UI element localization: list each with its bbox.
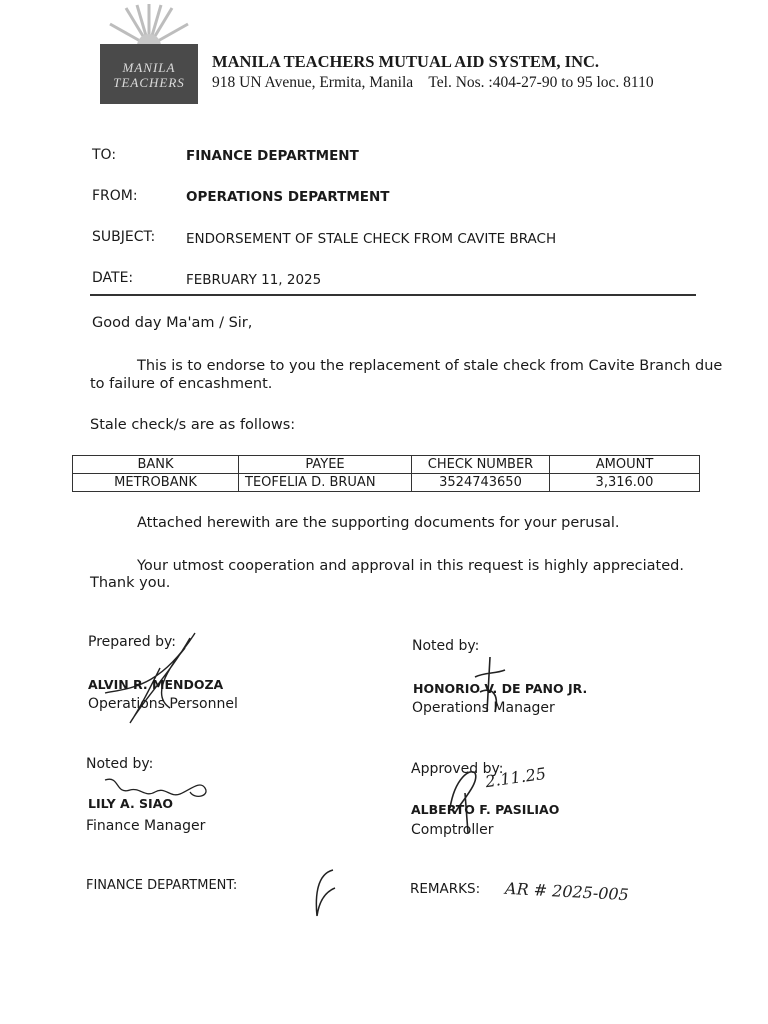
noted-by-name-finance: LILY A. SIAO [88,796,173,811]
paragraph-3-line-1: Your utmost cooperation and approval in this request is highly appreciated. [137,558,684,574]
logo-line2: TEACHERS [113,75,185,90]
from-value: OPERATIONS DEPARTMENT [186,189,390,205]
noted-by-role-finance: Finance Manager [86,818,206,834]
sun-emblem-icon [104,0,194,48]
initial-mark-finance [305,866,345,922]
column-header-check-number: CHECK NUMBER [412,456,550,474]
stale-check-table [72,455,700,492]
prepared-by-label: Prepared by: [88,634,176,650]
table-row [73,474,700,492]
subject-label: SUBJECT: [92,229,156,245]
prepared-by-name: ALVIN R. MENDOZA [88,677,224,692]
organization-name: MANILA TEACHERS MUTUAL AID SYSTEM, INC. [212,52,600,71]
paragraph-1-line-1: This is to endorse to you the replacement of stale check from Cavite Branch due [137,358,723,374]
greeting: Good day Ma'am / Sir, [92,315,253,331]
approved-by-label: Approved by: [411,761,504,777]
column-header-bank: BANK [73,456,239,474]
organization-address: 918 UN Avenue, Ermita, Manila Tel. Nos. :404-27-90 to 95 loc. 8110 [212,74,654,91]
header-divider [90,294,696,296]
cell-bank: METROBANK [73,474,239,492]
paragraph-2: Attached herewith are the supporting documents for your perusal. [137,515,620,531]
cell-amount: 3,316.00 [550,474,700,492]
date-value: FEBRUARY 11, 2025 [186,272,322,288]
paragraph-1-line-2: to failure of encashment. [90,376,273,392]
subject-value: ENDORSEMENT OF STALE CHECK FROM CAVITE BRACH [186,231,557,247]
cell-check-number: 3524743650 [412,474,550,492]
noted-by-label-ops: Noted by: [412,638,480,654]
paragraph-3-line-2: Thank you. [90,575,171,591]
noted-by-name-ops: HONORIO V. DE PANO JR. [413,681,588,696]
organization-logo [100,44,198,104]
cell-payee: TEOFELIA D. BRUAN [239,474,412,492]
approved-by-role: Comptroller [411,822,494,838]
noted-by-label-finance: Noted by: [86,756,154,772]
to-value: FINANCE DEPARTMENT [186,148,359,164]
finance-department-label: FINANCE DEPARTMENT: [86,878,238,893]
from-label: FROM: [92,188,138,204]
prepared-by-role: Operations Personnel [88,696,238,712]
table-intro: Stale check/s are as follows: [90,417,296,433]
logo-line1: MANILA [122,60,176,75]
column-header-payee: PAYEE [239,456,412,474]
approved-by-name: ALBERTO F. PASILIAO [411,802,560,817]
to-label: TO: [92,147,117,163]
date-label: DATE: [92,270,134,286]
remarks-handwritten: AR # 2025-005 [504,878,630,905]
remarks-label: REMARKS: [410,881,481,897]
table-header-row [73,456,700,474]
column-header-amount: AMOUNT [550,456,700,474]
noted-by-role-ops: Operations Manager [412,700,555,716]
approval-date-handwritten: 2.11.25 [483,763,548,792]
